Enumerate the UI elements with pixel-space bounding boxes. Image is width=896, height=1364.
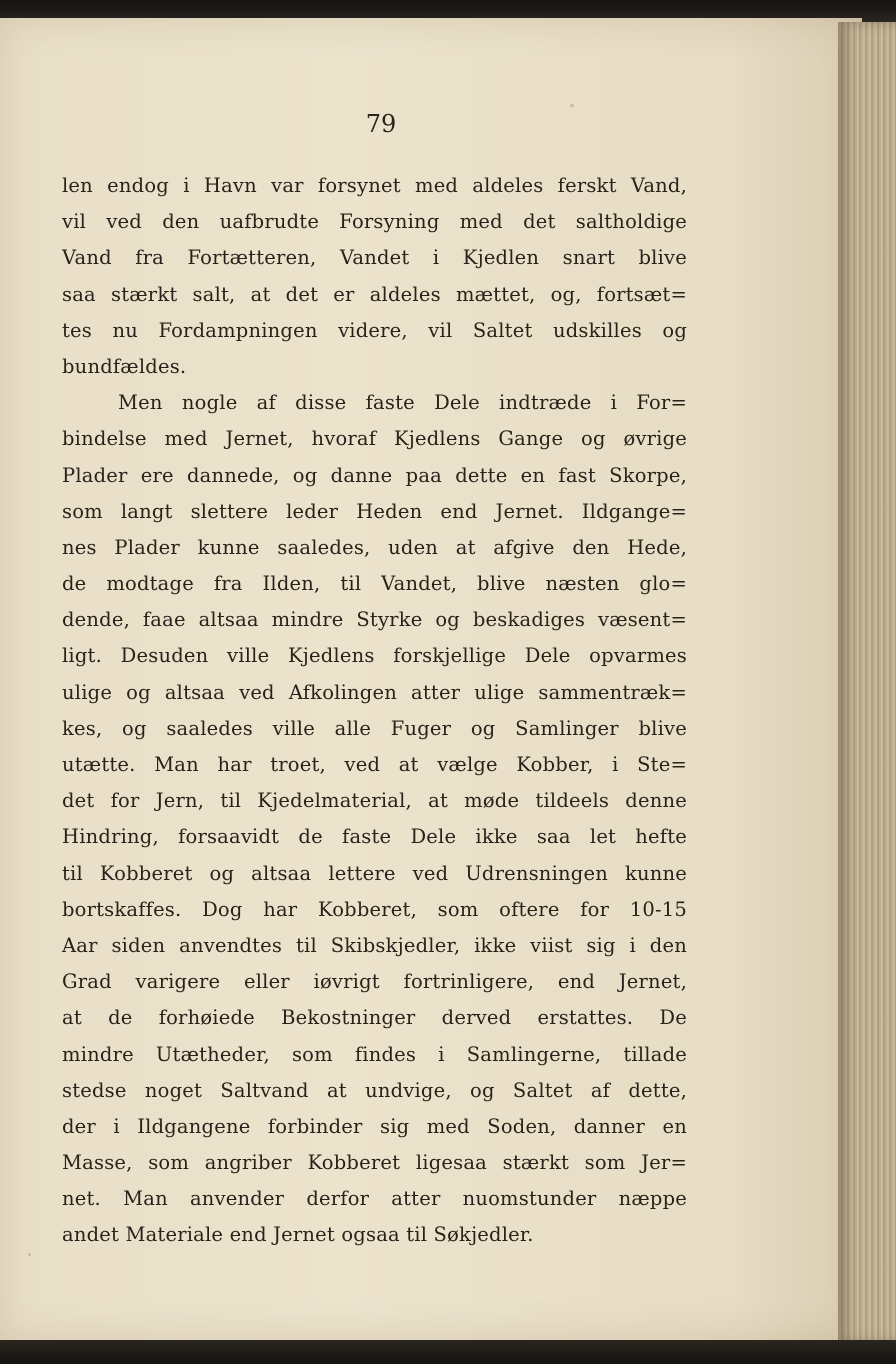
text-line: ligt. Desuden ville Kjedlens forskjellige Dele opvarmes <box>62 644 687 668</box>
text-line: dende, faae altsaa mindre Styrke og beskadiges væsent= <box>62 608 687 632</box>
body-text <box>62 168 687 1254</box>
text-line: kes, og saaledes ville alle Fuger og Samlinger blive <box>62 716 687 740</box>
text-line: utætte. Man har troet, ved at vælge Kobber, i Ste= <box>62 753 687 776</box>
text-line: som langt slettere leder Heden end Jernet. Ildgange= <box>62 499 687 523</box>
text-line: Masse, som angriber Kobberet ligesaa stærkt som Jer= <box>62 1151 687 1175</box>
text-line: Vand fra Fortætteren, Vandet i Kjedlen snart blive <box>62 246 687 270</box>
text-line: tes nu Fordampningen videre, vil Saltet udskilles og <box>62 318 687 342</box>
paper-spot <box>28 1253 31 1256</box>
page-number: 79 <box>365 110 397 138</box>
text-line: nes Plader kunne saaledes, uden at afgive den Hede, <box>62 535 687 559</box>
text-line: len endog i Havn var forsynet med aldeles ferskt Vand, <box>62 174 687 197</box>
text-line: Hindring, forsaavidt de faste Dele ikke saa let hefte <box>62 825 687 849</box>
text-line: Plader ere dannede, og danne paa dette en fast Skorpe, <box>62 463 687 487</box>
text-line: bortskaffes. Dog har Kobberet, som oftere for 10-15 <box>62 897 687 921</box>
text-line: ulige og altsaa ved Afkolingen atter ulige sammentræk= <box>62 680 687 704</box>
paper-spot <box>570 104 574 107</box>
text-line: til Kobberet og altsaa lettere ved Udrensningen kunne <box>62 861 687 885</box>
text-line: andet Materiale end Jernet ogsaa til Søkjedler. <box>62 1223 534 1247</box>
text-line: Men nogle af disse faste Dele indtræde i For= <box>118 391 687 415</box>
book-bottom-edge <box>0 1340 896 1364</box>
text-line: det for Jern, til Kjedelmaterial, at møde tildeels denne <box>62 789 687 813</box>
text-line: der i Ildgangene forbinder sig med Soden, danner en <box>62 1114 687 1138</box>
book-gutter <box>838 22 896 1342</box>
text-line: saa stærkt salt, at det er aldeles mættet, og, fortsæt= <box>62 282 687 306</box>
text-line: at de forhøiede Bekostninger derved erstattes. De <box>62 1006 687 1030</box>
text-line: stedse noget Saltvand at undvige, og Saltet af dette, <box>62 1078 687 1102</box>
text-line: bindelse med Jernet, hvoraf Kjedlens Gange og øvrige <box>62 427 687 451</box>
text-line: vil ved den uafbrudte Forsyning med det saltholdige <box>62 210 687 234</box>
text-line: mindre Utætheder, som findes i Samlingerne, tillade <box>62 1042 687 1066</box>
text-line: Aar siden anvendtes til Skibskjedler, ikke viist sig i den <box>62 933 687 957</box>
text-line: net. Man anvender derfor atter nuomstunder næppe <box>62 1187 687 1211</box>
text-line: bundfældes. <box>62 354 187 378</box>
text-line: Grad varigere eller iøvrigt fortrinligere, end Jernet, <box>62 970 687 994</box>
text-line: de modtage fra Ilden, til Vandet, blive næsten glo= <box>62 572 687 596</box>
